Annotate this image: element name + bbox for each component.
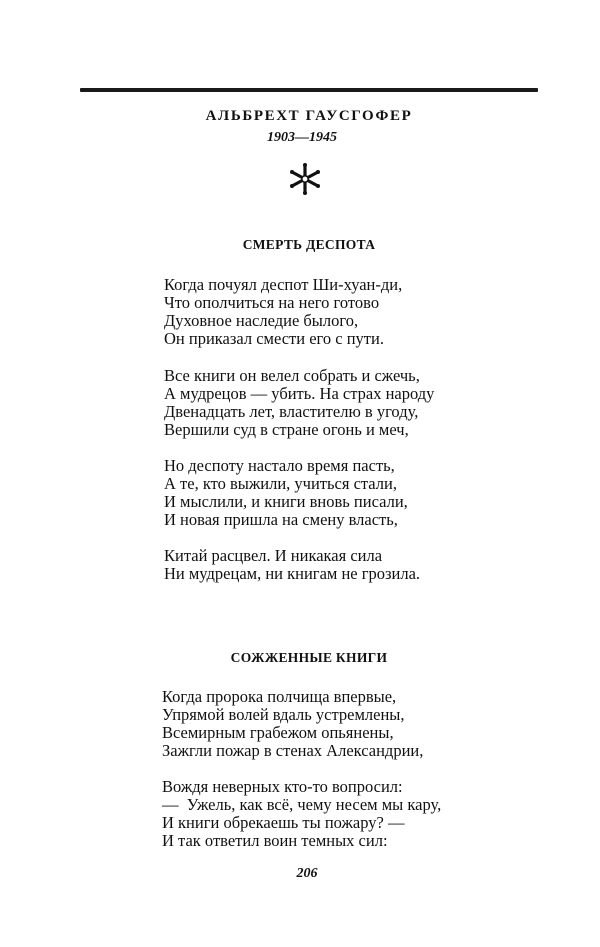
asterisk-ornament-icon (287, 162, 323, 196)
stanza (164, 547, 420, 583)
verse-line: Вершили суд в стране огонь и меч, (164, 420, 409, 439)
verse-line: И мыслили, и книги вновь писали, (164, 492, 408, 511)
author-years: 1903—1945 (267, 130, 337, 145)
verse-line: Ни мудрецам, ни книгам не грозила. (164, 564, 421, 583)
stanza (164, 276, 402, 348)
poem-title: СМЕРТЬ ДЕСПОТА (242, 237, 376, 252)
stanza (162, 688, 423, 760)
verse-line: А те, кто выжили, учиться стали, (164, 474, 397, 493)
verse-line: Упрямой волей вдаль устремлены, (162, 705, 405, 724)
stanza (164, 457, 408, 529)
verse-line: Когда пророка полчища впервые, (162, 687, 397, 706)
verse-line: Духовное наследие былого, (164, 311, 359, 330)
verse-line: А мудрецов — убить. На страх народу (164, 384, 435, 403)
top-rule (80, 88, 538, 92)
verse-line: Все книги он велел собрать и сжечь, (164, 366, 420, 385)
stanza (162, 778, 441, 850)
verse-line: Когда почуял деспот Ши-хуан-ди, (164, 275, 403, 294)
verse-line: Китай расцвел. И никакая сила (164, 546, 383, 565)
verse-line: Зажгли пожар в стенах Александрии, (162, 741, 424, 760)
verse-line: Он приказал смести его с пути. (164, 329, 384, 348)
author-name: АЛЬБРЕХТ ГАУСГОФЕР (205, 108, 413, 124)
verse-line: И новая пришла на смену власть, (164, 510, 398, 529)
verse-line: Двенадцать лет, властителю в угоду, (164, 402, 419, 421)
poem-title: СОЖЖЕННЫЕ КНИГИ (230, 650, 388, 665)
verse-line: Всемирным грабежом опьянены, (162, 723, 394, 742)
verse-line: Но деспоту настало время пасть, (164, 456, 395, 475)
verse-line: И так ответил воин темных сил: (162, 831, 388, 850)
verse-line: Что ополчиться на него готово (164, 293, 380, 312)
verse-line: Вождя неверных кто-то вопросил: (162, 777, 403, 796)
verse-line: — Ужель, как всё, чему несем мы кару, (162, 795, 442, 814)
page-number: 206 (296, 866, 318, 881)
stanza (164, 367, 434, 439)
verse-line: И книги обрекаешь ты пожару? — (162, 813, 405, 832)
